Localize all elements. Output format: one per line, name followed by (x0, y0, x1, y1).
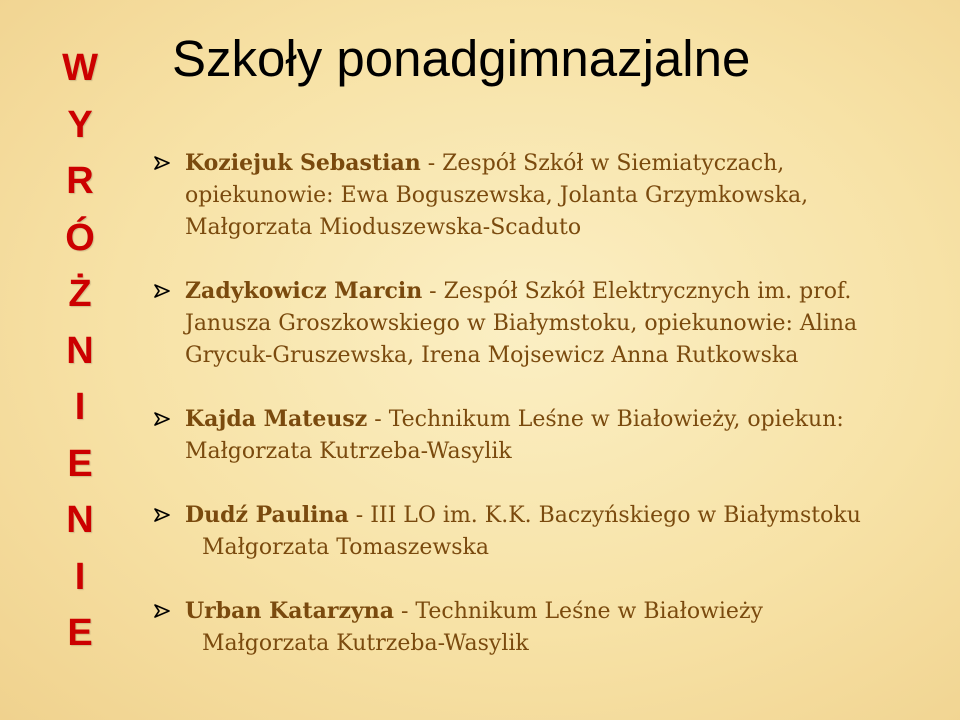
list-item (152, 275, 942, 372)
item-line (185, 595, 942, 628)
item-line: Małgorzata Mioduszewska-Scaduto (185, 215, 582, 240)
item-detail: - Technikum Leśne w Białowieży (393, 599, 763, 624)
list-item (152, 147, 942, 244)
vertical-word (0, 40, 160, 662)
arrowhead-bullet-icon (154, 284, 170, 298)
student-name: Urban Katarzyna (185, 598, 394, 624)
student-name: Dudź Paulina (185, 502, 349, 528)
vertical-letter: Ó (65, 216, 95, 259)
item-line (185, 403, 942, 436)
item-detail: - Zespół Szkół Elektrycznych im. prof. (422, 279, 852, 304)
vertical-letter: E (67, 442, 93, 485)
item-detail: - Zespół Szkół w Siemiatyczach, (420, 151, 785, 176)
student-name: Koziejuk Sebastian (185, 150, 421, 176)
page-title: Szkoły ponadgimnazjalne (172, 30, 751, 87)
item-line (185, 499, 942, 532)
vertical-letter: N (66, 329, 94, 372)
vertical-letter: N (66, 499, 94, 541)
item-line: Grycuk-Gruszewska, Irena Mojsewicz Anna Rutkowska (185, 343, 799, 368)
item-line (185, 147, 942, 180)
item-line: Małgorzata Kutrzeba-Wasylik (202, 631, 529, 656)
vertical-letter: I (74, 555, 86, 598)
arrowhead-bullet-icon (154, 412, 170, 426)
vertical-letter: I (74, 386, 86, 428)
item-line: Małgorzata Kutrzeba-Wasylik (185, 439, 512, 464)
item-line: Małgorzata Tomaszewska (202, 535, 489, 560)
list-item (152, 403, 942, 468)
vertical-letter: Y (67, 103, 93, 146)
arrowhead-bullet-icon (154, 156, 170, 170)
item-detail: - III LO im. K.K. Baczyńskiego w Białymstoku (348, 503, 861, 528)
vertical-letter: E (67, 612, 93, 654)
award-list (152, 147, 942, 660)
student-name: Zadykowicz Marcin (185, 278, 423, 304)
item-line: Janusza Groszkowskiego w Białymstoku, opiekunowie: Alina (185, 311, 858, 336)
student-name: Kajda Mateusz (185, 406, 368, 432)
arrowhead-bullet-icon (154, 604, 170, 618)
list-item (152, 499, 942, 564)
item-line (185, 275, 942, 308)
arrowhead-bullet-icon (154, 508, 170, 522)
vertical-letter: R (66, 160, 94, 202)
item-line: opiekunowie: Ewa Boguszewska, Jolanta Grzymkowska, (185, 183, 809, 208)
list-item (152, 595, 942, 660)
vertical-letter: Ż (68, 273, 92, 315)
vertical-letter: W (62, 47, 98, 89)
item-detail: - Technikum Leśne w Białowieży, opiekun: (367, 407, 844, 432)
